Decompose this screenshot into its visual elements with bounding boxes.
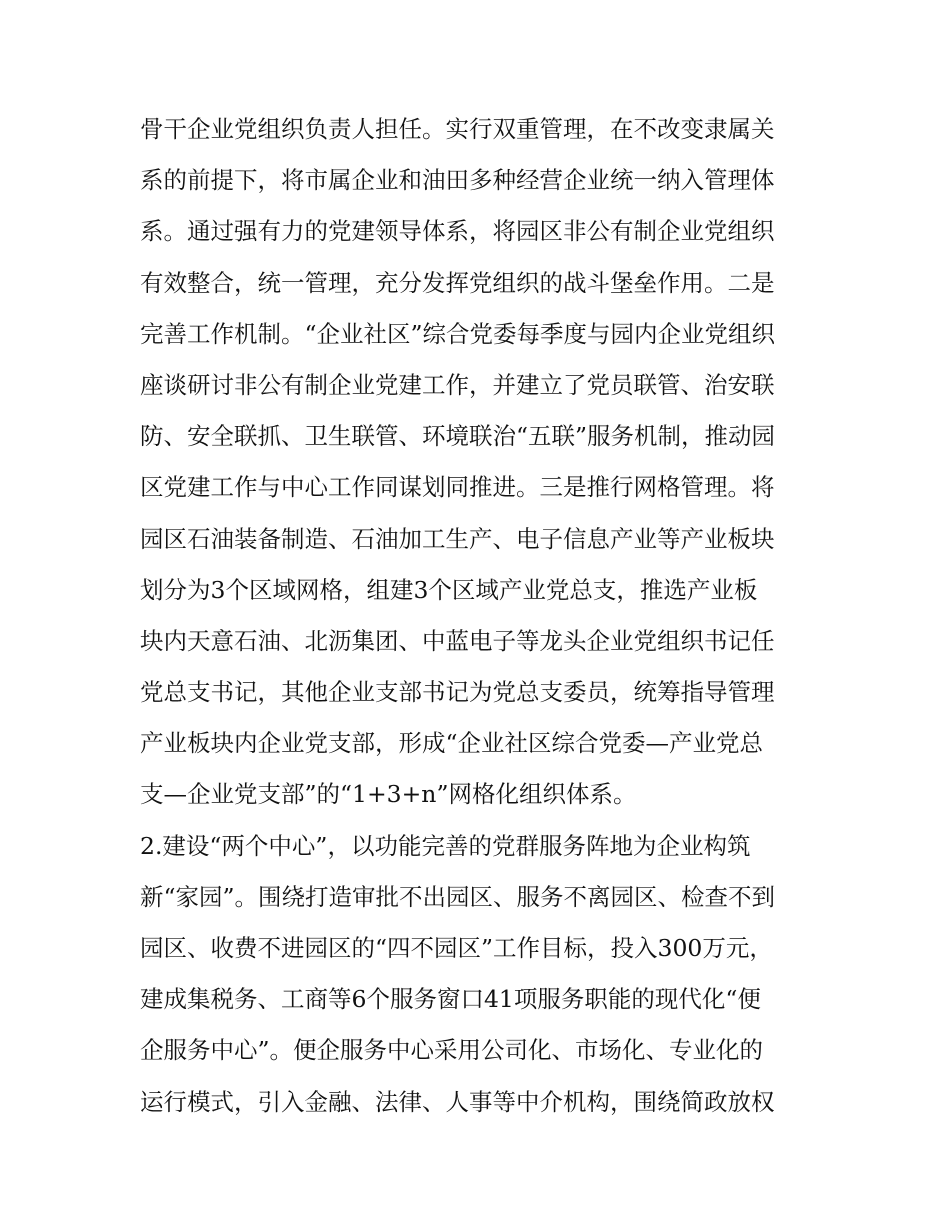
text-line: 支—企业党支部”的“1+3+n”网格化组织体系。: [140, 780, 637, 809]
text-line: 2.建设“两个中心”，以功能完善的党群服务阵地为企业构筑: [140, 831, 751, 860]
text-line: 企服务中心”。便企服务中心采用公司化、市场化、专业化的: [140, 1036, 764, 1065]
text-line: 骨干企业党组织负责人担任。实行双重管理，在不改变隶属关: [140, 115, 775, 143]
text-line: 党总支书记，其他企业支部书记为党总支委员，统筹指导管理: [140, 678, 775, 707]
text-line: 建成集税务、工商等6个服务窗口41项服务职能的现代化“便: [140, 985, 761, 1014]
text-line: 园区、收费不进园区的“四不园区”工作目标，投入300万元，: [140, 934, 773, 962]
text-line: 完善工作机制。“企业社区”综合党委每季度与园内企业党组织: [140, 319, 776, 348]
text-line: 划分为3个区域网格，组建3个区域产业党总支，推选产业板: [140, 575, 758, 604]
text-line: 系的前提下，将市属企业和油田多种经营企业统一纳入管理体: [140, 166, 775, 195]
text-line: 有效整合，统一管理，充分发挥党组织的战斗堡垒作用。二是: [140, 268, 775, 297]
text-line: 区党建工作与中心工作同谋划同推进。三是推行网格管理。将: [140, 473, 775, 502]
text-line: 防、安全联抓、卫生联管、环境联治“五联”服务机制，推动园: [140, 422, 776, 451]
body-text: [140, 104, 820, 1128]
text-line: 园区石油装备制造、石油加工生产、电子信息产业等产业板块: [140, 524, 775, 553]
text-line: 系。通过强有力的党建领导体系，将园区非公有制企业党组织: [140, 217, 775, 246]
text-line: 座谈研讨非公有制企业党建工作，并建立了党员联管、治安联: [140, 370, 775, 399]
text-line: 运行模式，引入金融、法律、人事等中介机构，围绕简政放权: [140, 1087, 775, 1116]
text-line: 块内天意石油、北沥集团、中蓝电子等龙头企业党组织书记任: [140, 626, 775, 655]
text-line: 产业板块内企业党支部，形成“企业社区综合党委—产业党总: [140, 729, 764, 758]
text-line: 新“家园”。围绕打造审批不出园区、服务不离园区、检查不到: [140, 882, 776, 911]
